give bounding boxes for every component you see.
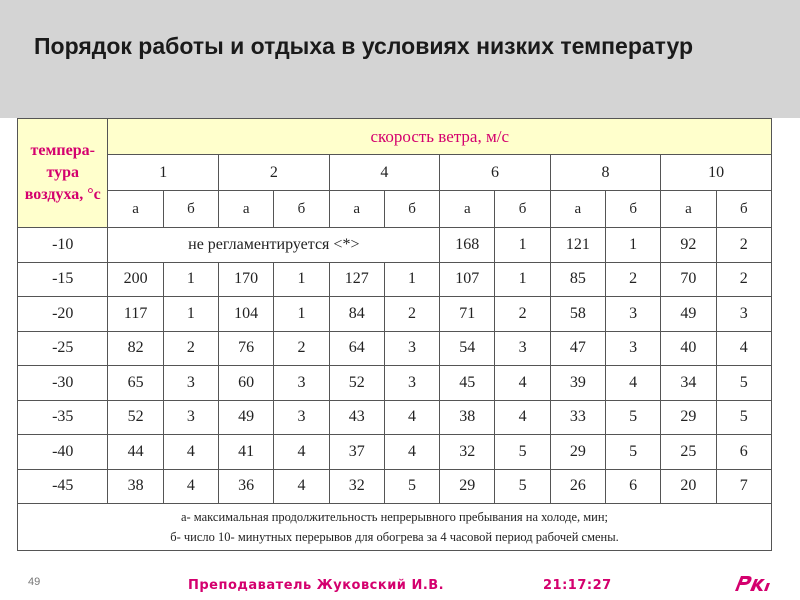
duration-cell: 32: [440, 435, 495, 470]
duration-cell: 85: [550, 262, 605, 297]
breaks-cell: 2: [274, 331, 329, 366]
breaks-cell: 4: [716, 331, 771, 366]
duration-cell: 82: [108, 331, 163, 366]
breaks-cell: 3: [274, 400, 329, 435]
footnote-line-b: б- число 10- минутных перерывов для обогрева за 4 часовой период рабочей смены.: [170, 530, 619, 544]
duration-cell: 65: [108, 366, 163, 401]
breaks-cell: 6: [716, 435, 771, 470]
teacher-name: Преподаватель Жуковский И.В.: [188, 578, 445, 593]
duration-cell: 40: [661, 331, 716, 366]
duration-cell: 127: [329, 262, 384, 297]
duration-cell: 76: [219, 331, 274, 366]
duration-cell: 70: [661, 262, 716, 297]
time-stamp: 21:17:27: [543, 578, 612, 593]
breaks-cell: 2: [606, 262, 661, 297]
footnote-line-a: а- максимальная продолжительность непрерывного пребывания на холоде, мин;: [180, 510, 609, 524]
column-a-header: а: [329, 191, 384, 228]
duration-cell: 47: [550, 331, 605, 366]
breaks-cell: 2: [384, 297, 439, 332]
duration-cell: 41: [219, 435, 274, 470]
breaks-cell: 1: [274, 297, 329, 332]
column-b-header: б: [495, 191, 550, 228]
table-row: [18, 366, 772, 401]
not-regulated-cell: не регламентируется <*>: [108, 228, 440, 263]
breaks-cell: 3: [716, 297, 771, 332]
wind-speed-10: 10: [661, 155, 772, 191]
duration-cell: 49: [219, 400, 274, 435]
table-row: [18, 400, 772, 435]
breaks-cell: 3: [274, 366, 329, 401]
breaks-cell: 4: [163, 469, 218, 504]
column-b-header: б: [384, 191, 439, 228]
duration-cell: 64: [329, 331, 384, 366]
duration-cell: 58: [550, 297, 605, 332]
temperature-cell: -40: [18, 435, 108, 470]
breaks-cell: 4: [274, 469, 329, 504]
wind-speed-1: 1: [108, 155, 219, 191]
duration-cell: 92: [661, 228, 716, 263]
breaks-cell: 5: [606, 435, 661, 470]
breaks-cell: 5: [495, 469, 550, 504]
duration-cell: 38: [440, 400, 495, 435]
breaks-cell: 4: [384, 435, 439, 470]
column-b-header: б: [716, 191, 771, 228]
breaks-cell: 6: [606, 469, 661, 504]
column-a-header: а: [440, 191, 495, 228]
breaks-cell: 1: [274, 262, 329, 297]
duration-cell: 43: [329, 400, 384, 435]
breaks-cell: 3: [163, 400, 218, 435]
duration-cell: 45: [440, 366, 495, 401]
breaks-cell: 2: [716, 228, 771, 263]
breaks-cell: 3: [163, 366, 218, 401]
breaks-cell: 7: [716, 469, 771, 504]
duration-cell: 121: [550, 228, 605, 263]
breaks-cell: 1: [495, 262, 550, 297]
breaks-cell: 1: [495, 228, 550, 263]
column-b-header: б: [274, 191, 329, 228]
temperature-cell: -45: [18, 469, 108, 504]
column-a-header: а: [550, 191, 605, 228]
breaks-cell: 5: [384, 469, 439, 504]
table-row: [18, 435, 772, 470]
duration-cell: 170: [219, 262, 274, 297]
breaks-cell: 1: [163, 297, 218, 332]
breaks-cell: 3: [384, 331, 439, 366]
breaks-cell: 3: [606, 331, 661, 366]
table-row: [18, 262, 772, 297]
duration-cell: 29: [440, 469, 495, 504]
breaks-cell: 3: [606, 297, 661, 332]
breaks-cell: 4: [495, 366, 550, 401]
breaks-cell: 4: [163, 435, 218, 470]
duration-cell: 37: [329, 435, 384, 470]
duration-cell: 107: [440, 262, 495, 297]
column-a-header: а: [219, 191, 274, 228]
duration-cell: 34: [661, 366, 716, 401]
slide-number: 49: [28, 576, 41, 588]
duration-cell: 38: [108, 469, 163, 504]
breaks-cell: 4: [606, 366, 661, 401]
duration-cell: 29: [550, 435, 605, 470]
breaks-cell: 3: [384, 366, 439, 401]
temperature-cell: -35: [18, 400, 108, 435]
breaks-cell: 4: [274, 435, 329, 470]
duration-cell: 36: [219, 469, 274, 504]
duration-cell: 54: [440, 331, 495, 366]
duration-cell: 20: [661, 469, 716, 504]
temperature-cell: -15: [18, 262, 108, 297]
table-row: [18, 228, 772, 263]
duration-cell: 52: [329, 366, 384, 401]
duration-cell: 39: [550, 366, 605, 401]
temperature-header: темпера-тура воздуха, °с: [18, 119, 108, 228]
temperature-cell: -30: [18, 366, 108, 401]
breaks-cell: 2: [716, 262, 771, 297]
breaks-cell: 4: [495, 400, 550, 435]
temperature-cell: -10: [18, 228, 108, 263]
duration-cell: 117: [108, 297, 163, 332]
rzd-logo: [732, 572, 772, 599]
column-b-header: б: [163, 191, 218, 228]
breaks-cell: 1: [384, 262, 439, 297]
duration-cell: 32: [329, 469, 384, 504]
wind-speed-4: 4: [329, 155, 440, 191]
duration-cell: 84: [329, 297, 384, 332]
duration-cell: 33: [550, 400, 605, 435]
duration-cell: 52: [108, 400, 163, 435]
breaks-cell: 5: [495, 435, 550, 470]
duration-cell: 104: [219, 297, 274, 332]
duration-cell: 168: [440, 228, 495, 263]
column-b-header: б: [606, 191, 661, 228]
breaks-cell: 2: [163, 331, 218, 366]
work-rest-table: [17, 118, 772, 551]
duration-cell: 60: [219, 366, 274, 401]
wind-speed-2: 2: [219, 155, 330, 191]
page-title: Порядок работы и отдыха в условиях низких температур: [34, 33, 694, 59]
wind-speed-8: 8: [550, 155, 661, 191]
table-footnote: [18, 504, 772, 551]
column-a-header: а: [108, 191, 163, 228]
breaks-cell: 5: [716, 366, 771, 401]
duration-cell: 25: [661, 435, 716, 470]
temperature-cell: -20: [18, 297, 108, 332]
wind-speed-6: 6: [440, 155, 551, 191]
breaks-cell: 1: [606, 228, 661, 263]
table-row: [18, 331, 772, 366]
table-row: [18, 469, 772, 504]
breaks-cell: 1: [163, 262, 218, 297]
breaks-cell: 3: [495, 331, 550, 366]
wind-speed-header: скорость ветра, м/с: [108, 119, 772, 155]
duration-cell: 44: [108, 435, 163, 470]
duration-cell: 26: [550, 469, 605, 504]
duration-cell: 71: [440, 297, 495, 332]
column-a-header: а: [661, 191, 716, 228]
temperature-cell: -25: [18, 331, 108, 366]
duration-cell: 200: [108, 262, 163, 297]
breaks-cell: 5: [716, 400, 771, 435]
table-row: [18, 297, 772, 332]
breaks-cell: 2: [495, 297, 550, 332]
duration-cell: 49: [661, 297, 716, 332]
duration-cell: 29: [661, 400, 716, 435]
breaks-cell: 4: [384, 400, 439, 435]
rzd-logo-icon: [732, 572, 772, 594]
breaks-cell: 5: [606, 400, 661, 435]
